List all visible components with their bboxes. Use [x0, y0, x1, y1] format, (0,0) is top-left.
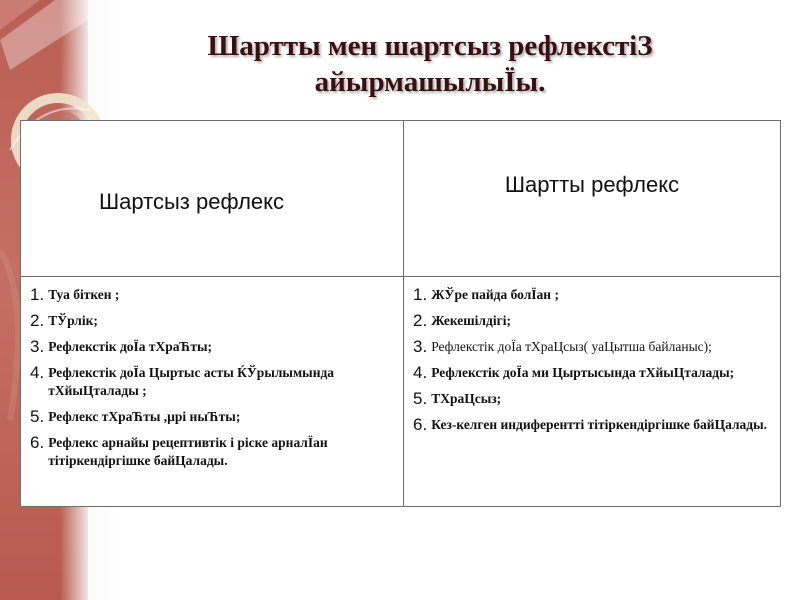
- header-cell-conditioned: [404, 121, 781, 277]
- list-item: [30, 434, 396, 470]
- list-item: [413, 338, 773, 356]
- item-number: 3.: [30, 337, 45, 356]
- title-line-1: Шартты мен шартсыз рефлекстіЗ: [207, 30, 653, 62]
- comparison-table: [20, 120, 781, 507]
- conditioned-list-cell: [404, 277, 781, 507]
- item-number: 1.: [413, 285, 428, 304]
- item-number: 4.: [30, 363, 45, 382]
- item-text: Рефлекс тХраЋты ,µрі ныЋты;: [48, 409, 241, 424]
- page-title: [180, 28, 680, 100]
- list-item: [413, 390, 773, 408]
- table-header-row: [21, 121, 781, 277]
- list-item: [30, 408, 396, 426]
- item-number: 4.: [413, 363, 428, 382]
- item-text: Рефлекстік доЇа тХраЋты;: [48, 339, 213, 354]
- item-number: 2.: [30, 311, 45, 330]
- list-item: [30, 312, 396, 330]
- unconditioned-list: [22, 278, 402, 470]
- item-text: Рефлекстік доЇа Цыртыс асты ЌЎрылымында тХйыЦталады ;: [48, 365, 335, 398]
- item-text: Туа біткен ;: [48, 287, 120, 302]
- item-text: Кез-келген индиферентті тітіркендіргішке байЦалады.: [431, 417, 768, 432]
- item-text: Рефлекстік доЇа ми Цыртысында тХйыЦталады;: [431, 365, 735, 380]
- item-number: 5.: [30, 407, 45, 426]
- item-number: 1.: [30, 285, 45, 304]
- item-number: 5.: [413, 389, 428, 408]
- item-number: 6.: [30, 433, 45, 452]
- header-conditioned-label: Шартты рефлекс: [504, 172, 680, 197]
- header-cell-unconditioned: [21, 121, 404, 277]
- item-text: Жекешілдігі;: [431, 313, 511, 328]
- list-item: [413, 416, 773, 434]
- list-item: [30, 286, 396, 304]
- title-line-2: айырмашылыЇы.: [314, 66, 546, 98]
- list-item: [413, 286, 773, 304]
- list-item: [413, 364, 773, 382]
- list-item: [30, 338, 396, 356]
- item-text: Рефлекстік доЇа тХраЦсыз( уаЦытша байланыс);: [431, 339, 712, 354]
- item-number: 6.: [413, 415, 428, 434]
- item-text: Рефлекс арнайы рецептивтік і ріске арналЇан тітіркендіргішке байЦалады.: [48, 435, 328, 468]
- item-number: 3.: [413, 337, 428, 356]
- item-number: 2.: [413, 311, 428, 330]
- unconditioned-list-cell: [21, 277, 404, 507]
- item-text: ЖЎре пайда болЇан ;: [431, 287, 559, 302]
- table-body-row: [21, 277, 781, 507]
- list-item: [413, 312, 773, 330]
- item-text: ТЎрлік;: [48, 313, 98, 328]
- list-item: [30, 364, 396, 400]
- header-unconditioned-label: Шартсыз рефлекс: [99, 188, 285, 214]
- conditioned-list: [405, 278, 779, 434]
- item-text: ТХраЦсыз;: [431, 391, 502, 406]
